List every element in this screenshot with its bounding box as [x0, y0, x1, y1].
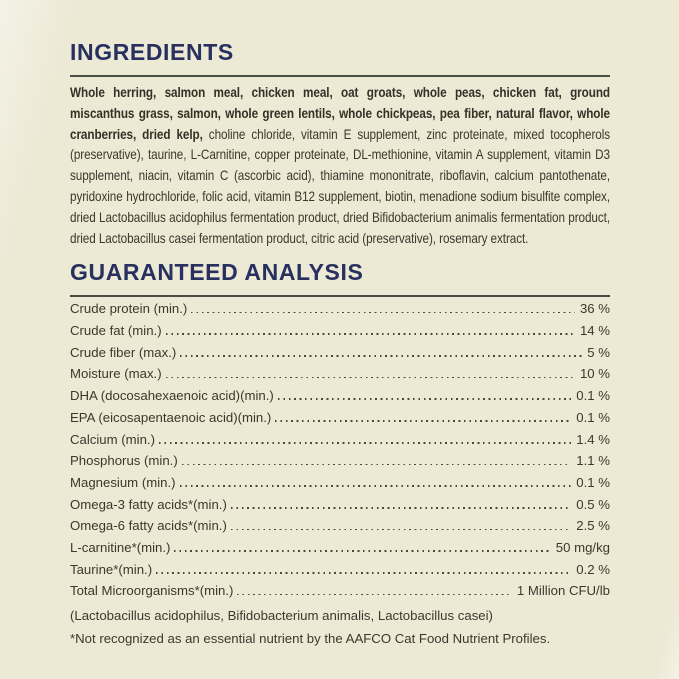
analysis-row-value: 10 %	[579, 366, 610, 382]
analysis-row-value: 36 %	[579, 301, 610, 317]
analysis-row-value: 1.1 %	[576, 453, 610, 469]
analysis-row	[70, 323, 610, 345]
analysis-row-label: Calcium (min.)	[70, 431, 155, 447]
analysis-row-label: Taurine*(min.)	[70, 561, 153, 577]
analysis-row-value: 5 %	[587, 344, 610, 360]
dot-leader	[237, 594, 512, 596]
dot-leader	[231, 507, 571, 509]
dot-leader	[180, 485, 572, 487]
dot-leader	[278, 398, 572, 400]
analysis-row-value: 2.5 %	[576, 518, 610, 534]
analysis-row-label: DHA (docosahexaenoic acid)(min.)	[70, 388, 274, 404]
analysis-row-value: 1 Million CFU/lb	[516, 583, 610, 599]
dot-leader	[275, 420, 571, 422]
analysis-row	[70, 497, 610, 519]
dot-leader	[156, 572, 571, 574]
analysis-row	[70, 410, 610, 432]
analysis-row-label: Crude fat (min.)	[70, 323, 162, 339]
analysis-row	[70, 453, 610, 475]
analysis-row-label: Total Microorganisms*(min.)	[70, 583, 234, 599]
dot-leader	[166, 377, 575, 379]
dot-leader	[166, 333, 575, 335]
ingredients-heading: INGREDIENTS	[70, 39, 234, 65]
analysis-row-label: Omega-3 fatty acids*(min.)	[70, 496, 227, 512]
analysis-row-label: L-carnitine*(min.)	[70, 539, 171, 555]
analysis-row-value: 0.5 %	[576, 496, 610, 512]
dot-leader	[180, 355, 582, 357]
analysis-row-value: 0.1 %	[576, 388, 610, 404]
guaranteed-analysis-table	[70, 301, 610, 605]
aafco-footnote: *Not recognized as an essential nutrient by the AAFCO Cat Food Nutrient Profiles.	[70, 630, 551, 646]
dot-leader	[174, 550, 550, 552]
analysis-row-value: 50 mg/kg	[555, 539, 610, 555]
analysis-row	[70, 345, 610, 367]
microorganisms-subnote: (Lactobacillus acidophilus, Bifidobacterium animalis, Lactobacillus casei)	[70, 608, 493, 623]
analysis-row-label: Crude protein (min.)	[70, 301, 188, 317]
dot-leader	[159, 442, 571, 444]
analysis-row-value: 1.4 %	[576, 431, 610, 447]
ingredients-primary-list: Whole herring, salmon meal, chicken meal, oat groats, whole peas, chicken fat, ground miscanthus grass, salmon, whole green lentils, whole chickpeas, pea fiber, natural flavor, whole cranberries, dried kelp,	[70, 85, 611, 142]
analysis-row-value: 0.1 %	[576, 474, 610, 490]
ingredients-secondary-list: choline chloride, vitamin E supplement, zinc proteinate, mixed tocopherols (preservative), taurine, L-Carnitine, copper proteinate, DL-methionine, vitamin A supplement, vitamin D3 supplement, niacin, vitamin C (ascorbic acid), thiamine mononitrate, riboflavin, calcium pantothenate, pyridoxine hydrochloride, folic acid, vitamin B12 supplement, biotin, menadione sodium bisulfite complex, dried Lactobacillus acidophilus fermentation product, dried Bifidobacterium animalis fermentation product, dried Lactobacillus casei fermentation product, citric acid (preservative), rosemary extract.	[70, 126, 611, 246]
analysis-row	[70, 432, 610, 454]
analysis-row	[70, 301, 610, 323]
analysis-row-value: 0.1 %	[576, 409, 610, 425]
analysis-row-label: Magnesium (min.)	[70, 474, 176, 490]
analysis-row-label: Moisture (max.)	[70, 366, 162, 382]
analysis-row-value: 14 %	[579, 323, 610, 339]
dot-leader	[191, 312, 575, 314]
ingredients-heading-rule	[70, 75, 610, 77]
analysis-row	[70, 475, 610, 497]
analysis-row-label: Phosphorus (min.)	[70, 453, 178, 469]
analysis-row	[70, 583, 610, 605]
guaranteed-analysis-heading: GUARANTEED ANALYSIS	[70, 259, 364, 286]
dot-leader	[231, 529, 571, 531]
dot-leader	[182, 464, 572, 466]
analysis-row-label: Crude fiber (max.)	[70, 344, 177, 360]
analysis-row	[70, 540, 610, 562]
analysis-row-value: 0.2 %	[576, 561, 610, 577]
analysis-row	[70, 518, 610, 540]
analysis-row	[70, 366, 610, 388]
guaranteed-analysis-heading-rule	[70, 295, 610, 297]
analysis-row	[70, 388, 610, 410]
analysis-row	[70, 562, 610, 584]
analysis-row-label: EPA (eicosapentaenoic acid)(min.)	[70, 409, 272, 425]
ingredients-paragraph	[70, 83, 610, 249]
analysis-row-label: Omega-6 fatty acids*(min.)	[70, 518, 227, 534]
